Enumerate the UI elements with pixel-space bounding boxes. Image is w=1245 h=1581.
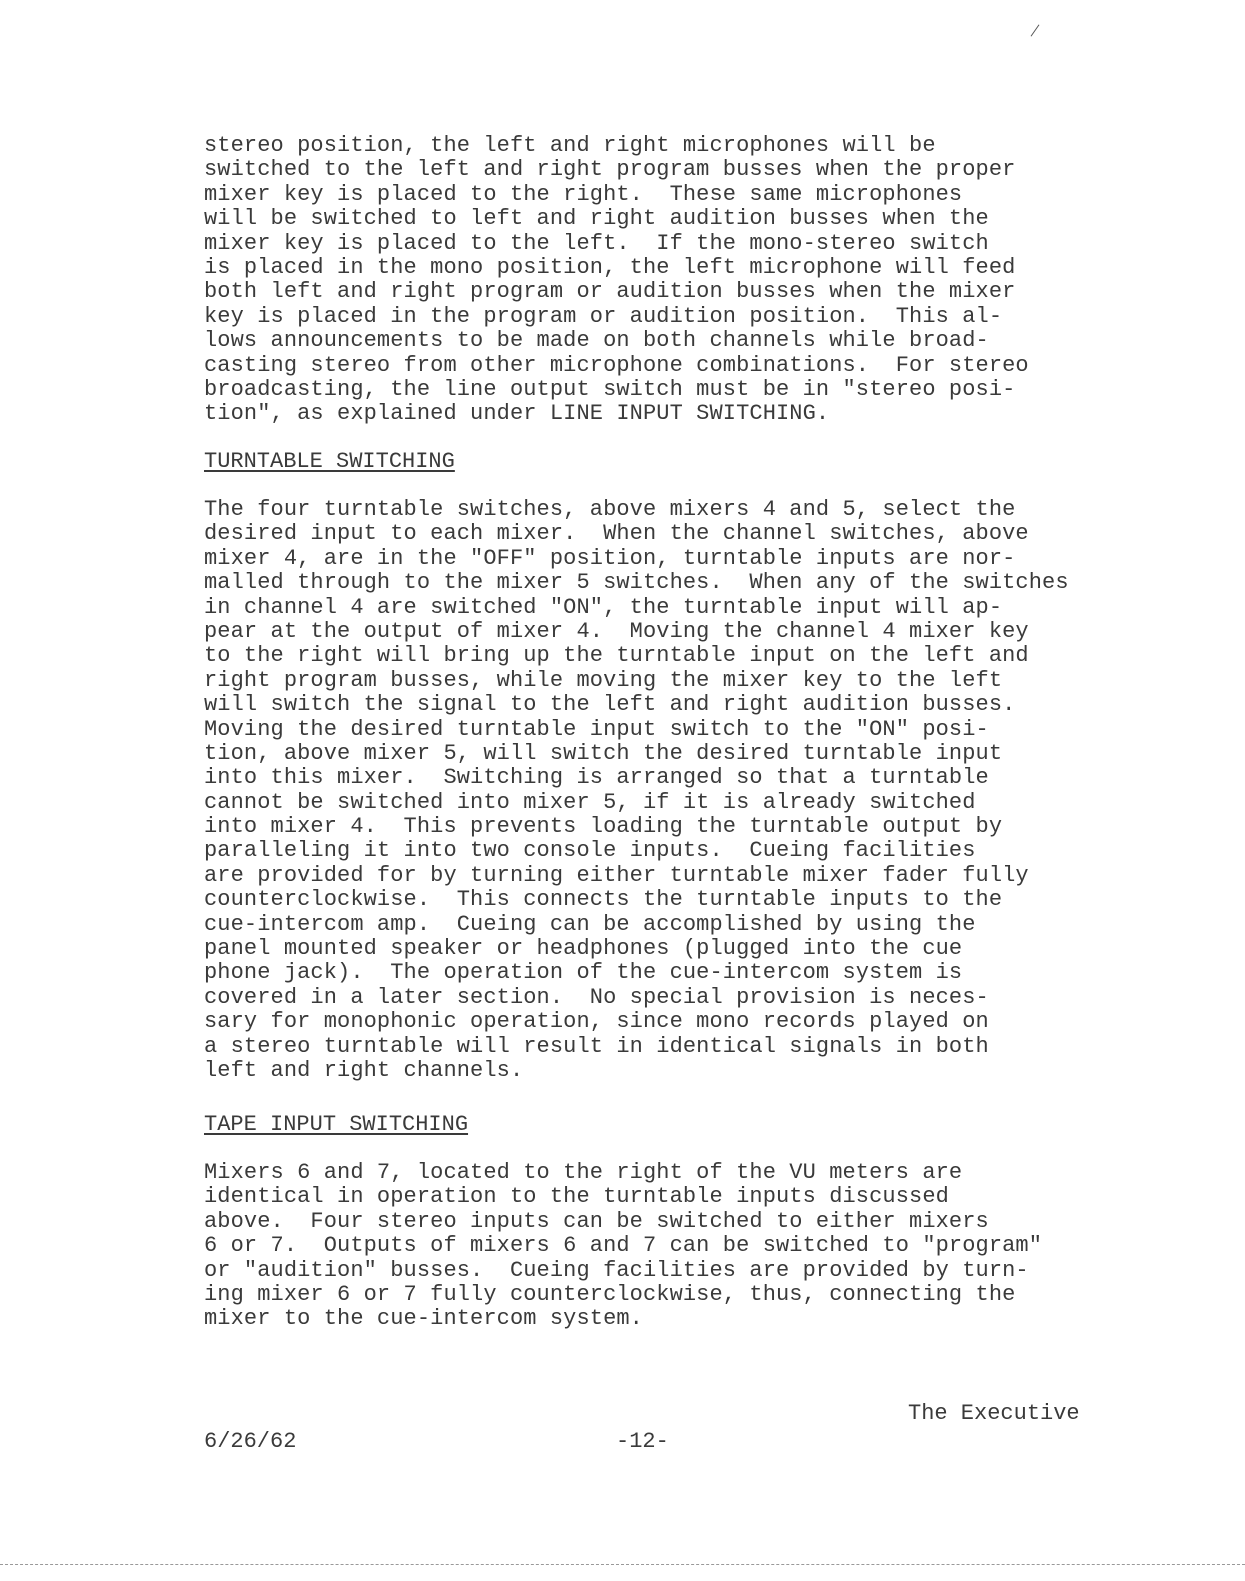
text-line: mixer 4, are in the "OFF" position, turntable inputs are nor-	[204, 545, 1016, 571]
text-line: left and right channels.	[204, 1057, 524, 1083]
paragraph-mixer-keys	[204, 134, 1164, 427]
text-line: will be switched to left and right audition busses when the	[204, 206, 989, 232]
text-line: pear at the output of mixer 4. Moving the channel 4 mixer key	[204, 618, 1029, 644]
text-line: are provided for by turning either turntable mixer fader fully	[204, 862, 1029, 888]
text-line: The four turntable switches, above mixers 4 and 5, select the	[204, 497, 1016, 522]
paragraph-tape-input-switching	[204, 1161, 1164, 1332]
text-line: Mixers 6 and 7, located to the right of the VU meters are	[204, 1160, 963, 1185]
pen-mark	[1031, 24, 1040, 36]
text-line: Moving the desired turntable input switch to the "ON" posi-	[204, 716, 989, 742]
text-line: key is placed in the program or audition position. This al-	[204, 303, 1003, 329]
text-line: will switch the signal to the left and right audition busses.	[204, 692, 1016, 718]
bottom-edge-rule	[0, 1564, 1245, 1565]
text-line: malled through to the mixer 5 switches. When any of the switches	[204, 570, 1069, 596]
text-line: panel mounted speaker or headphones (plugged into the cue	[204, 936, 963, 962]
text-line: identical in operation to the turntable inputs discussed	[204, 1184, 949, 1210]
text-line: 6 or 7. Outputs of mixers 6 and 7 can be switched to "program"	[204, 1233, 1043, 1259]
text-line: stereo position, the left and right microphones will be	[204, 133, 936, 158]
footer-page-number: -12-	[616, 1429, 669, 1454]
heading-turntable-switching: TURNTABLE SWITCHING	[204, 449, 455, 474]
text-line: ing mixer 6 or 7 fully counterclockwise, thus, connecting the	[204, 1281, 1016, 1307]
text-line: covered in a later section. No special provision is neces-	[204, 984, 989, 1010]
text-line: both left and right program or audition busses when the mixer	[204, 279, 1016, 305]
text-line: mixer to the cue-intercom system.	[204, 1306, 643, 1332]
text-line: mixer key is placed to the right. These same microphones	[204, 181, 963, 207]
text-line: sary for monophonic operation, since mono records played on	[204, 1009, 989, 1035]
text-line: mixer key is placed to the left. If the mono-stereo switch	[204, 230, 989, 256]
footer-title: The Executive	[908, 1401, 1080, 1426]
text-line: is placed in the mono position, the left microphone will feed	[204, 254, 1016, 280]
text-line: tion, above mixer 5, will switch the desired turntable input	[204, 740, 1003, 766]
text-line: to the right will bring up the turntable input on the left and	[204, 643, 1029, 669]
text-line: cue-intercom amp. Cueing can be accomplished by using the	[204, 911, 976, 937]
text-line: casting stereo from other microphone combinations. For stereo	[204, 352, 1029, 378]
text-line: switched to the left and right program busses when the proper	[204, 157, 1016, 183]
footer-date: 6/26/62	[204, 1429, 297, 1454]
paragraph-turntable-switching	[204, 498, 1164, 1083]
text-line: phone jack). The operation of the cue-intercom system is	[204, 960, 963, 986]
text-line: into this mixer. Switching is arranged so that a turntable	[204, 765, 989, 791]
text-line: lows announcements to be made on both channels while broad-	[204, 328, 989, 354]
text-line: a stereo turntable will result in identical signals in both	[204, 1033, 989, 1059]
text-line: right program busses, while moving the mixer key to the left	[204, 667, 1003, 693]
text-line: paralleling it into two console inputs. Cueing facilities	[204, 838, 976, 864]
text-line: cannot be switched into mixer 5, if it is already switched	[204, 789, 976, 815]
text-line: broadcasting, the line output switch must be in "stereo posi-	[204, 376, 1016, 402]
text-line: into mixer 4. This prevents loading the turntable output by	[204, 814, 1003, 840]
text-line: in channel 4 are switched "ON", the turntable input will ap-	[204, 594, 1003, 620]
text-line: counterclockwise. This connects the turntable inputs to the	[204, 887, 1003, 913]
text-line: or "audition" busses. Cueing facilities are provided by turn-	[204, 1257, 1029, 1283]
heading-tape-input-switching: TAPE INPUT SWITCHING	[204, 1112, 469, 1137]
text-line: above. Four stereo inputs can be switched to either mixers	[204, 1208, 989, 1234]
text-line: tion", as explained under LINE INPUT SWITCHING.	[204, 401, 830, 427]
text-line: desired input to each mixer. When the channel switches, above	[204, 521, 1029, 547]
